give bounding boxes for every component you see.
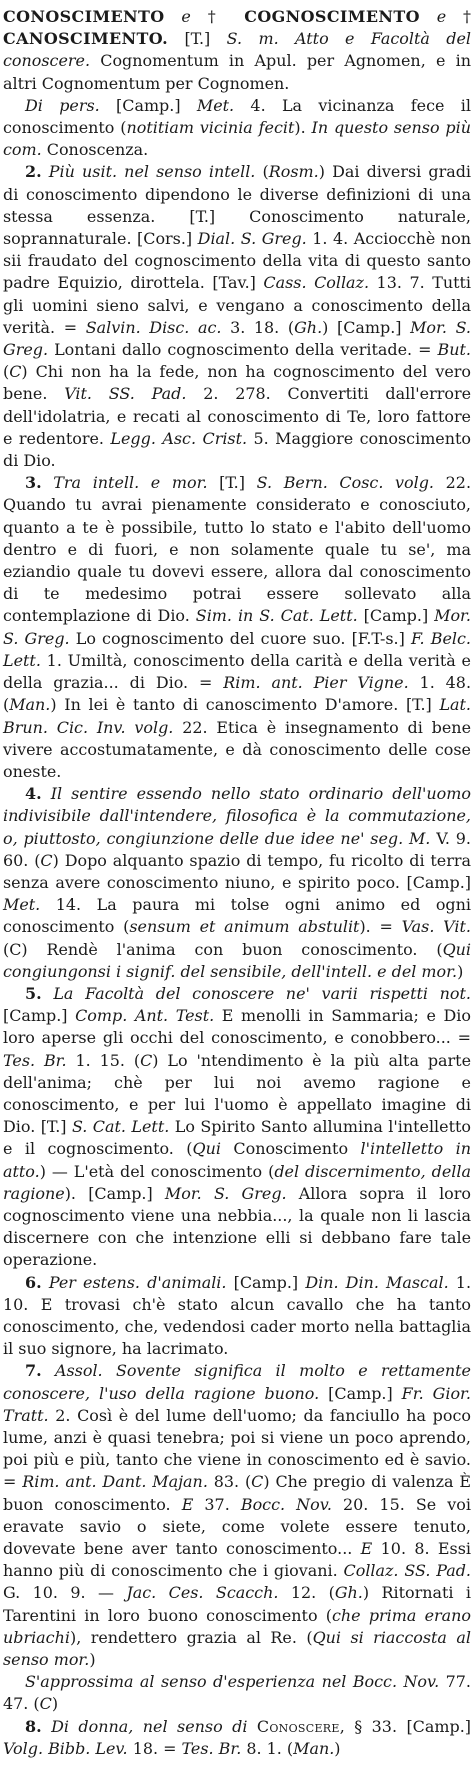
sense-7: 7. Assol. Sovente significa il molto e rettamente conoscere, l'uso della ragione buono. [Camp.] Fr. Gior. Tratt. 2. Così è del lume dell'uomo; da fanciullo ha poco lume, anzi è quasi tenebra; poi si viene un poco aprendo, poi più e più, tanto che viene in conoscimento ed è savio. = Rim. ant. Dant. Majan. 83. (C) Che pregio di valenza È buon conoscimento. E 37. Bocc. Nov. 20. 15. Se voi eravate savio o siete, come volete essere tenuto, dovevate bene aver tanto conoscimento... E 10. 8. Essi hanno più di conoscimento che i giovani. Collaz. SS. Pad. G. 10. 9. — Jac. Ces. Scacch. 12. (Gh.) Ritornati i Tarentini in loro buono conoscimento (che prima erano ubriachi), rendettero grazia al Re. (Qui si riaccosta al senso mor.): [3, 1361, 472, 1670]
sense-2: 2. Più usit. nel senso intell. (Rosm.) Dai diversi gradi di conoscimento dipendono le diverse definizioni di una stessa essenza. [T.] Conoscimento naturale, soprannaturale. [Cors.] Dial. S. Greg. 1. 4. Acciocchè non sii fraudato del cognoscimento della vita di questo santo padre Equizio, dirottela. [Tav.] Cass. Collaz. 13. 7. Tutti gli uomini sieno salvi, e vengano a conoscimento della verità. = Salvin. Disc. ac. 3. 18. (Gh.) [Camp.] Mor. S. Greg. Lontani dallo cognoscimento della veritade. = But. (C) Chi non ha la fede, non ha cognoscimento del vero bene. Vit. SS. Pad. 2. 278. Convertiti dall'errore dell'idolatria, e recati al conoscimento di Te, loro fattore e redentore. Legg. Asc. Crist. 5. Maggiore conoscimento di Dio.: [3, 162, 472, 471]
sense-4: 4. Il sentire essendo nello stato ordinario dell'uomo indivisibile dall'intendere, filosofica è la commutazione, o, piuttosto, congiunzione delle due idee ne' seg. M. V. 9. 60. (C) Dopo alquanto spazio di tempo, fu ricolto di terra senza avere conoscimento niuno, e spirito poco. [Camp.] Met. 14. La paura mi tolse ogni animo ed ogni conoscimento (sensum et animum abstulit). = Vas. Vit. (C) Rendè l'anima con buon conoscimento. (Qui congiungonsi i signif. del sensibile, dell'intell. e del mor.): [3, 784, 471, 981]
sense-5: 5. La Facoltà del conoscere ne' varii rispetti not. [Camp.] Comp. Ant. Test. E menolli in Sammaria; e Dio loro aperse gli occhi del conoscimento, e conobbero... = Tes. Br. 1. 15. (C) Lo 'ntendimento è la più alta parte dell'anima; chè per lui noi avemo ragione e conoscimento, e per lui l'uomo è appellato imagine di Dio. [T.] S. Cat. Lett. Lo Spirito Santo allumina l'intelletto e il cognoscimento. (Qui Conoscimento l'intelletto in atto.) — L'età del conoscimento (del discernimento, della ragione). [Camp.] Mor. S. Greg. Allora sopra il loro cognoscimento viene una nebbia..., la quale non li lascia discernere con che intenzione elli si debbano fare tale operazione.: [3, 983, 472, 1270]
dagger-2: †: [463, 7, 471, 26]
sense-personal: Di pers. [Camp.] Met. 4. La vicinanza fece il conoscimento (notitiam vicinia fecit). In questo senso più com. Conoscenza.: [3, 95, 471, 160]
part-of-speech: S. m. Atto e Facoltà del conoscere.: [3, 29, 471, 71]
entry-header: [3, 6, 471, 95]
variant-1: COGNOSCIMENTO: [244, 7, 420, 26]
entry-intro: Cognomentum in Apul. per Agnomen, e in altri Cognomentum per Cognomen.: [3, 51, 471, 93]
dagger-1: †: [207, 7, 245, 26]
variant-2: CANOSCIMENTO.: [3, 29, 169, 49]
sense-6: 6. Per estens. d'animali. [Camp.] Din. Din. Mascal. 1. 10. E trovasi ch'è stato alcun cavallo che ha tanto conoscimento, che, vedendosi cader morto nella battaglia il suo signore, ha lacrimato.: [3, 1272, 472, 1359]
conj-1: e: [164, 7, 208, 26]
sense-3: 3. Tra intell. e mor. [T.] S. Bern. Cosc. volg. 22. Quando tu avrai pienamente considerato e conosciuto, quanto a te è possibile, tutto lo stato e l'abito dell'uomo dentro e di fuori, e non solamente quale tu se', ma eziandio quale tu dovevi essere, allora dal conoscimento di te medesimo potrai essere sollevato alla contemplazione di Dio. Sim. in S. Cat. Lett. [Camp.] Mor. S. Greg. Lo cognoscimento del cuore suo. [F.T-s.] F. Belc. Lett. 1. Umiltà, conoscimento della carità e della verità e della grazia... di Dio. = Rim. ant. Pier Vigne. 1. 48. (Man.) In lei è tanto di canoscimento D'amore. [T.] Lat. Brun. Cic. Inv. volg. 22. Etica è insegnamento di bene vivere accostumatamente, e dà conoscimento delle cose oneste.: [3, 473, 472, 781]
sense-7-note: S'approssima al senso d'esperienza nel Bocc. Nov. 77. 47. (C): [3, 1672, 471, 1714]
headword: CONOSCIMENTO: [3, 7, 165, 26]
sense-8: 8. Di donna, nel senso di Conoscere, § 33. [Camp.] Volg. Bibb. Lev. 18. = Tes. Br. 8. 1. (Man.): [3, 1716, 471, 1758]
source-tag: [T.]: [168, 29, 227, 49]
conj-2: e: [419, 7, 464, 26]
